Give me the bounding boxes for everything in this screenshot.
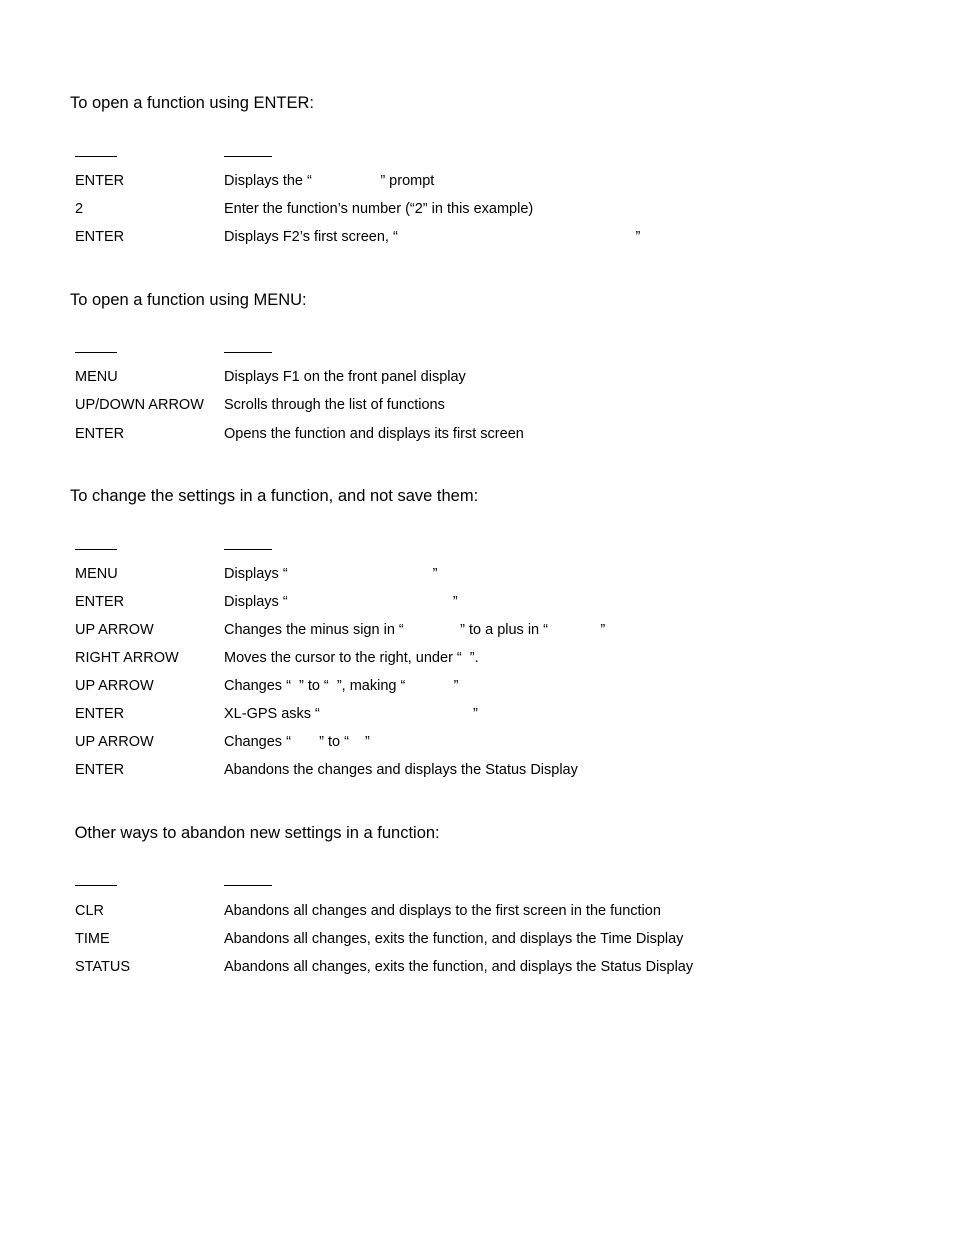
table-row bbox=[0, 703, 954, 725]
key-description: Displays “ ” bbox=[224, 594, 458, 610]
table-row bbox=[0, 591, 954, 613]
key-description: Displays F2’s first screen, “ ” bbox=[224, 229, 641, 245]
key-column-header-rule bbox=[75, 352, 117, 353]
table-row bbox=[0, 423, 954, 445]
key-label: CLR bbox=[75, 903, 105, 919]
description-column-header-rule bbox=[224, 549, 272, 550]
key-label: RIGHT ARROW bbox=[75, 650, 179, 666]
key-label: UP ARROW bbox=[75, 622, 154, 638]
key-description: Abandons all changes, exits the function, and displays the Time Display bbox=[224, 931, 684, 947]
key-label: ENTER bbox=[75, 706, 125, 722]
table-row bbox=[0, 619, 954, 641]
key-description: Moves the cursor to the right, under “ ”. bbox=[224, 650, 479, 666]
key-label: ENTER bbox=[75, 229, 125, 245]
key-label: MENU bbox=[75, 566, 118, 582]
table-row bbox=[0, 394, 954, 416]
section-intro: To change the settings in a function, and not save them: bbox=[70, 487, 479, 505]
key-label: MENU bbox=[75, 369, 118, 385]
table-row bbox=[0, 675, 954, 697]
key-label: STATUS bbox=[75, 959, 131, 975]
table-row bbox=[0, 563, 954, 585]
key-description: XL-GPS asks “ ” bbox=[224, 706, 478, 722]
key-label: UP ARROW bbox=[75, 678, 154, 694]
key-label: 2 bbox=[75, 201, 84, 217]
description-column-header-rule bbox=[224, 352, 272, 353]
key-description: Abandons the changes and displays the Status Display bbox=[224, 762, 578, 778]
key-description: Displays the “ ” prompt bbox=[224, 173, 435, 189]
section-intro: To open a function using ENTER: bbox=[70, 94, 314, 112]
table-row bbox=[0, 956, 954, 978]
key-description: Changes “ ” to “ ”, making “ ” bbox=[224, 678, 459, 694]
key-label: ENTER bbox=[75, 426, 125, 442]
table-row bbox=[0, 198, 954, 220]
key-label: UP/DOWN ARROW bbox=[75, 397, 204, 413]
table-row bbox=[0, 900, 954, 922]
key-label: ENTER bbox=[75, 594, 125, 610]
table-row bbox=[0, 647, 954, 669]
key-label: ENTER bbox=[75, 762, 125, 778]
key-description: Displays F1 on the front panel display bbox=[224, 369, 466, 385]
table-row bbox=[0, 366, 954, 388]
key-column-header-rule bbox=[75, 156, 117, 157]
description-column-header-rule bbox=[224, 156, 272, 157]
key-description: Changes the minus sign in “ ” to a plus in “ ” bbox=[224, 622, 606, 638]
table-row bbox=[0, 759, 954, 781]
description-column-header-rule bbox=[224, 885, 272, 886]
key-description: Abandons all changes, exits the function, and displays the Status Display bbox=[224, 959, 694, 975]
key-label: ENTER bbox=[75, 173, 125, 189]
section-intro: To open a function using MENU: bbox=[70, 291, 307, 309]
section-intro: Other ways to abandon new settings in a function: bbox=[70, 824, 440, 842]
key-description: Enter the function’s number (“2” in this example) bbox=[224, 201, 534, 217]
key-description: Changes “ ” to “ ” bbox=[224, 734, 370, 750]
key-description: Displays “ ” bbox=[224, 566, 438, 582]
table-row bbox=[0, 170, 954, 192]
key-column-header-rule bbox=[75, 885, 117, 886]
table-row bbox=[0, 731, 954, 753]
table-row bbox=[0, 226, 954, 248]
key-column-header-rule bbox=[75, 549, 117, 550]
key-label: UP ARROW bbox=[75, 734, 154, 750]
table-row bbox=[0, 928, 954, 950]
key-description: Abandons all changes and displays to the first screen in the function bbox=[224, 903, 661, 919]
key-description: Scrolls through the list of functions bbox=[224, 397, 445, 413]
key-label: TIME bbox=[75, 931, 110, 947]
key-description: Opens the function and displays its first screen bbox=[224, 426, 524, 442]
